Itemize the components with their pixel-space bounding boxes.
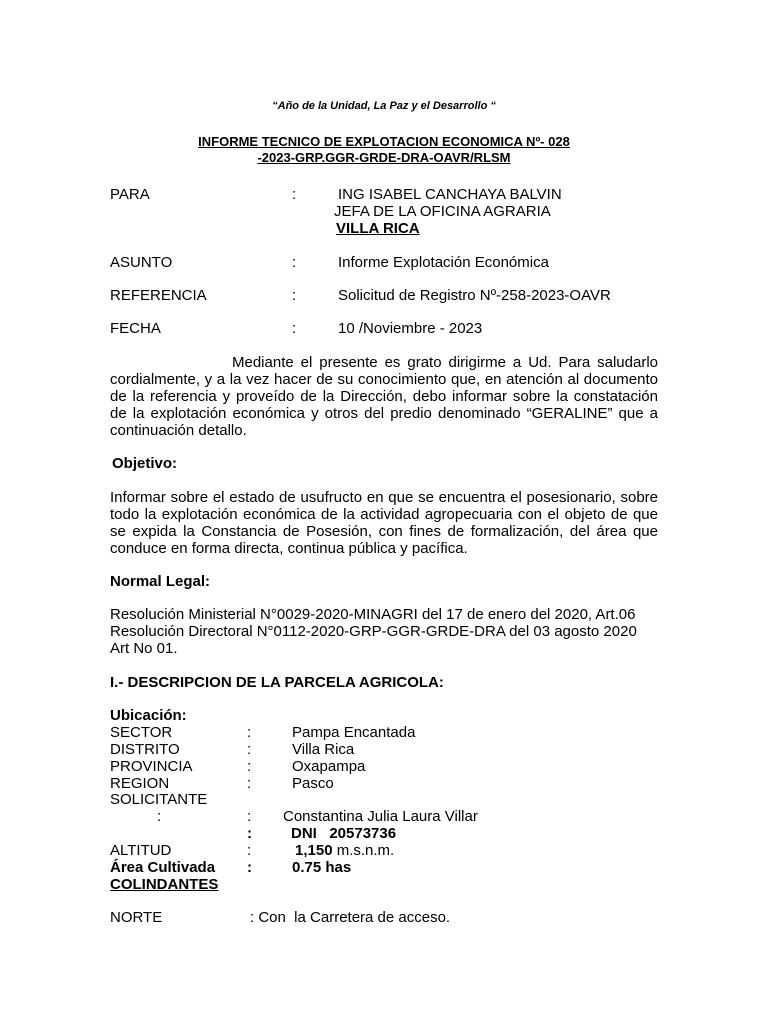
referencia-value: Solicitud de Registro Nº-258-2023-OAVR [338, 287, 611, 304]
section-1-heading: I.- DESCRIPCION DE LA PARCELA AGRICOLA: [110, 674, 444, 691]
area-label: Área Cultivada [110, 859, 216, 876]
dni-colon: : [247, 825, 252, 842]
region-colon: : [247, 775, 252, 792]
referencia-label: REFERENCIA [110, 287, 207, 304]
fecha-value: 10 /Noviembre - 2023 [338, 320, 483, 337]
provincia-label: PROVINCIA [110, 758, 193, 775]
asunto-colon: : [292, 254, 297, 271]
normal-legal-line-1: Resolución Ministerial N°0029-2020-MINAGRI del 17 de enero del 2020, Art.06 [110, 606, 636, 623]
altitud-value [295, 842, 394, 859]
motto: “Año de la Unidad, La Paz y el Desarrollo “ [272, 100, 496, 112]
area-colon: : [247, 859, 252, 876]
para-colon: : [292, 186, 297, 203]
normal-legal-line-3: Art No 01. [110, 640, 178, 657]
solicitante-value: Constantina Julia Laura Villar [283, 808, 478, 825]
solicitante-label: SOLICITANTE [110, 791, 208, 808]
para-place: VILLA RICA [336, 220, 420, 237]
intro-paragraph: Mediante el presente es grato dirigirme a Ud. Para saludarlo cordialmente, y a la vez hacer de su conocimiento que, en atención al documento de la referencia y proveído de la Dirección, debo informar sobre la constatación de la explotación económica y otros del predio denominado “GERALINE” que a continuación detallo. [110, 354, 658, 439]
para-name: ING ISABEL CANCHAYA BALVIN [338, 186, 562, 203]
asunto-value: Informe Explotación Económica [338, 254, 549, 271]
solicitante-colon-left: : [157, 808, 162, 825]
provincia-value: Oxapampa [292, 758, 366, 775]
solicitante-colon: : [247, 808, 252, 825]
norte-label: NORTE [110, 909, 163, 926]
report-title-line-2: -2023-GRP.GGR-GRDE-DRA-OAVR/RLSM [257, 150, 511, 165]
para-label: PARA [110, 186, 150, 203]
report-title-line-1: INFORME TECNICO DE EXPLOTACION ECONOMICA Nº- 028 [198, 134, 570, 149]
objetivo-heading: Objetivo: [112, 455, 178, 472]
provincia-colon: : [247, 758, 252, 775]
normal-legal-heading: Normal Legal: [110, 573, 211, 590]
objetivo-paragraph: Informar sobre el estado de usufructo en que se encuentra el posesionario, sobre todo la explotación económica de la actividad agropecuaria con el objeto de que se expida la Constancia de Posesión, con fines de formalización, del área que conduce en forma directa, continua pública y pacífica. [110, 489, 658, 557]
fecha-colon: : [292, 320, 297, 337]
normal-legal-line-2: Resolución Directoral N°0112-2020-GRP-GGR-GRDE-DRA del 03 agosto 2020 [110, 623, 637, 640]
sector-value: Pampa Encantada [292, 724, 416, 741]
distrito-value: Villa Rica [292, 741, 355, 758]
para-role: JEFA DE LA OFICINA AGRARIA [334, 203, 551, 220]
area-value: 0.75 has [292, 859, 352, 876]
referencia-colon: : [292, 287, 297, 304]
altitud-label: ALTITUD [110, 842, 172, 859]
altitud-colon: : [247, 842, 252, 859]
sector-label: SECTOR [110, 724, 173, 741]
distrito-label: DISTRITO [110, 741, 180, 758]
colindantes-heading: COLINDANTES [110, 876, 219, 893]
fecha-label: FECHA [110, 320, 161, 337]
distrito-colon: : [247, 741, 252, 758]
region-value: Pasco [292, 775, 334, 792]
sector-colon: : [247, 724, 252, 741]
region-label: REGION [110, 775, 170, 792]
norte-value: : Con la Carretera de acceso. [250, 909, 451, 926]
dni-value: DNI 20573736 [291, 825, 397, 842]
altitud-unit: m.s.n.m. [332, 842, 395, 859]
altitud-number: 1,150 [295, 842, 333, 859]
asunto-label: ASUNTO [110, 254, 173, 271]
ubicacion-heading: Ubicación: [110, 707, 187, 724]
